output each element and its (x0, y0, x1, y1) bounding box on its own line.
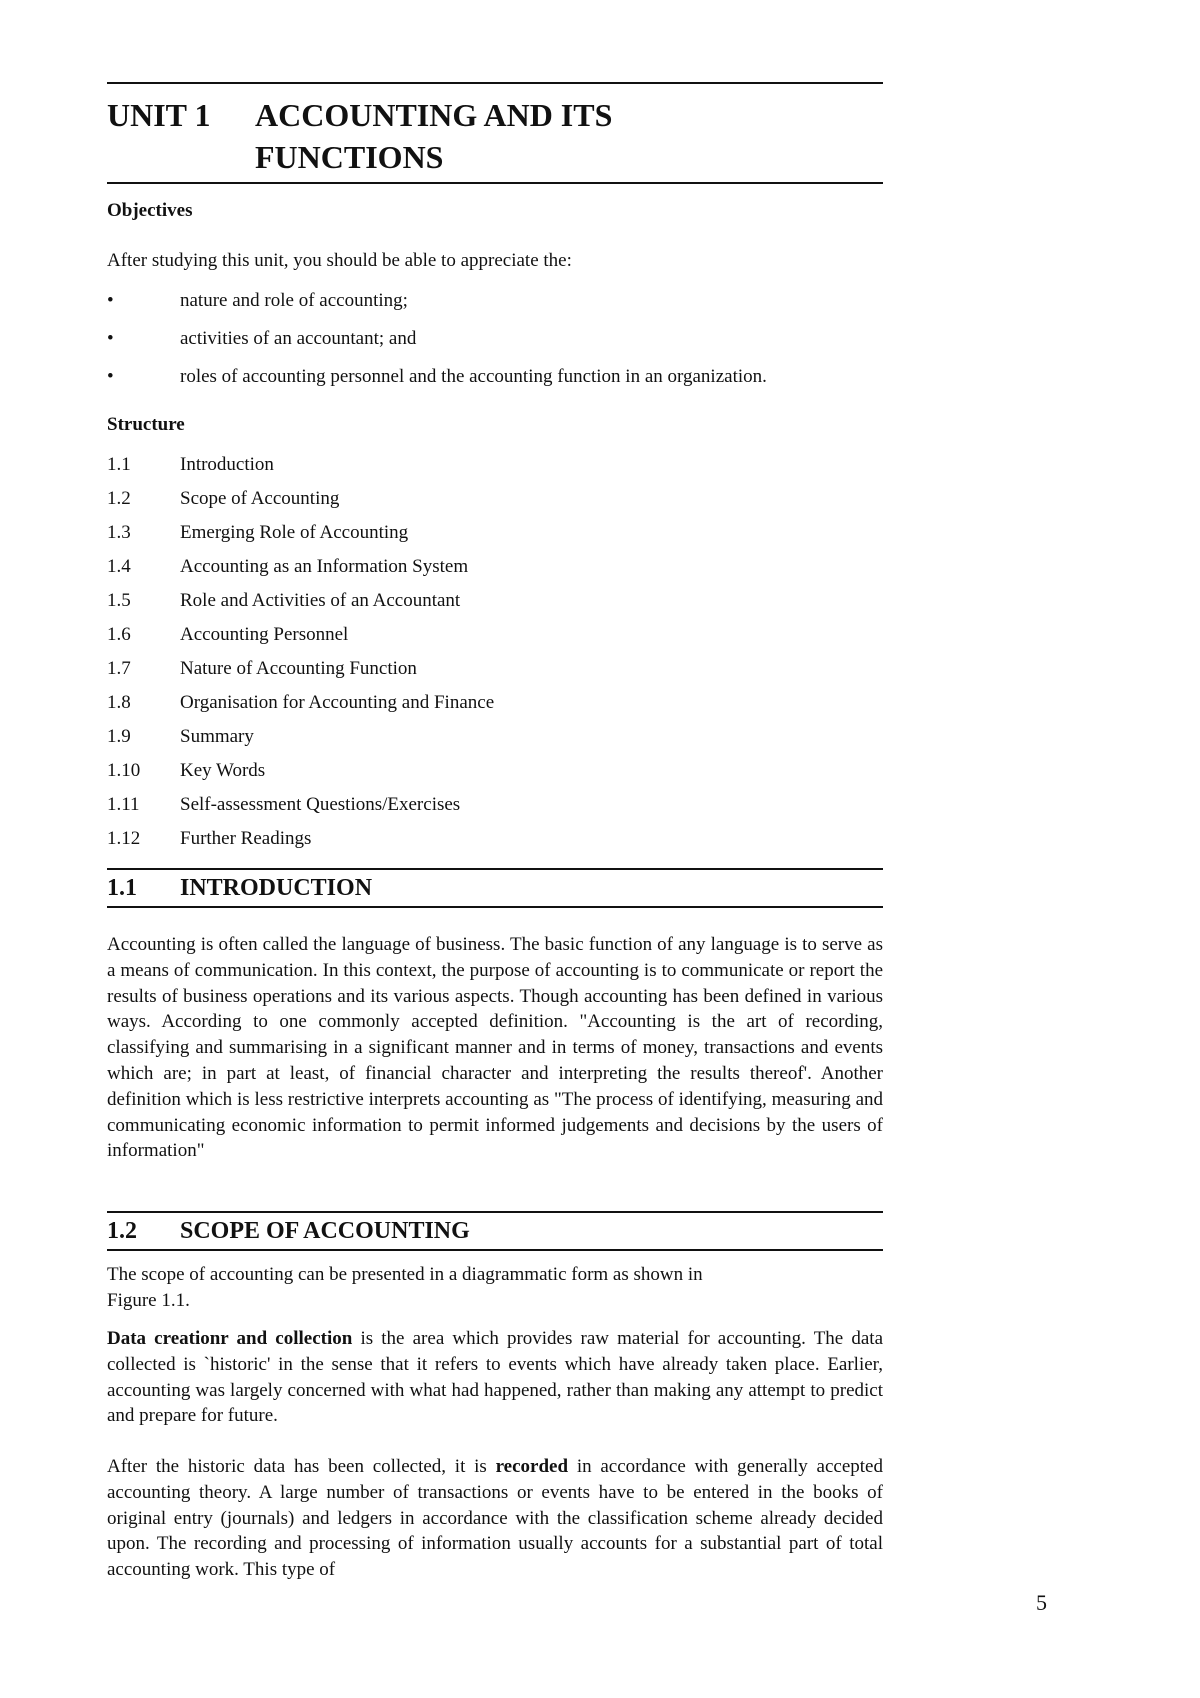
recorded-term: recorded (495, 1456, 569, 1477)
scope-intro-line-2: Figure 1.1. (107, 1289, 190, 1311)
objectives-heading: Objectives (107, 200, 193, 221)
section-title: INTRODUCTION (180, 874, 373, 901)
structure-item-title: Self-assessment Questions/Exercises (180, 794, 461, 815)
structure-item (107, 454, 883, 488)
structure-item-number: 1.12 (107, 828, 141, 849)
structure-item-number: 1.11 (107, 794, 140, 815)
data-creation-term: Data creationr and collection (107, 1328, 353, 1349)
objective-item (107, 290, 883, 328)
section-number: 1.1 (107, 874, 137, 901)
unit-title (255, 94, 715, 178)
structure-item (107, 522, 883, 556)
structure-item-title: Introduction (180, 454, 274, 475)
structure-item-number: 1.10 (107, 760, 141, 781)
objective-text: nature and role of accounting; (180, 290, 408, 311)
scope-intro-paragraph (107, 1262, 883, 1314)
recording-text-after: in accordance with generally accepted accounting theory. A large number of transactions or events have to be entered in the books of original entry (journals) and ledgers in accordance with the classification scheme already decided upon. The recording and processing of information usually accounts for a substantial part of total accounting work. This type of (107, 1456, 883, 1581)
structure-item-title: Nature of Accounting Function (180, 658, 417, 679)
objectives-list (107, 290, 883, 404)
structure-item-title: Accounting Personnel (180, 624, 349, 645)
structure-item-number: 1.4 (107, 556, 131, 577)
objective-item (107, 366, 883, 404)
structure-item-title: Organisation for Accounting and Finance (180, 692, 495, 713)
structure-item (107, 556, 883, 590)
section-heading-scope (107, 1211, 883, 1251)
structure-item (107, 726, 883, 760)
structure-item (107, 590, 883, 624)
structure-item-title: Key Words (180, 760, 266, 781)
bullet-icon: • (107, 290, 114, 311)
structure-item (107, 794, 883, 828)
objectives-intro: After studying this unit, you should be able to appreciate the: (107, 250, 572, 271)
structure-item-title: Role and Activities of an Accountant (180, 590, 461, 611)
recording-text-before: After the historic data has been collected, it is (107, 1456, 496, 1477)
structure-item-number: 1.1 (107, 454, 131, 475)
section-number: 1.2 (107, 1217, 137, 1244)
structure-item-number: 1.6 (107, 624, 131, 645)
structure-list (107, 454, 883, 862)
recording-paragraph (107, 1454, 883, 1583)
data-creation-paragraph (107, 1326, 883, 1429)
structure-item-title: Scope of Accounting (180, 488, 340, 509)
structure-item-number: 1.7 (107, 658, 131, 679)
structure-item-title: Emerging Role of Accounting (180, 522, 409, 543)
structure-item (107, 828, 883, 862)
structure-item (107, 760, 883, 794)
data-creation-text: is the area which provides raw material for accounting. The data collected is `historic' in the sense that it refers to events which have already taken place. Earlier, accounting was largely concerned with what had happened, rather than making any attempt to predict and prepare for future. (107, 1328, 884, 1427)
introduction-paragraph: Accounting is often called the language of business. The basic function of any language is to serve as a means of communication. In this context, the purpose of accounting is to communicate or report the results of business operations and its various aspects. Though accounting has been defined in various ways. According to one commonly accepted definition. "Accounting is the art of recording, classifying and summarising in a significant manner and in terms of money, transactions and events which are; in part at least, of financial character and interpreting the results thereof'. Another definition which is less restrictive interprets accounting as "The process of identifying, measuring and communicating economic information to permit informed judgements and decisions by the users of information" (107, 934, 883, 1162)
objective-text: roles of accounting personnel and the accounting function in an organization. (180, 366, 767, 387)
unit-title-line-1: ACCOUNTING AND ITS (255, 97, 613, 133)
structure-item (107, 692, 883, 726)
bullet-icon: • (107, 328, 114, 349)
structure-item-title: Further Readings (180, 828, 312, 849)
structure-item (107, 658, 883, 692)
structure-heading: Structure (107, 414, 185, 435)
structure-item-number: 1.9 (107, 726, 131, 747)
bullet-icon: • (107, 366, 114, 387)
structure-item (107, 488, 883, 522)
structure-item-number: 1.2 (107, 488, 131, 509)
section-heading-introduction (107, 868, 883, 908)
structure-item (107, 624, 883, 658)
objective-item (107, 328, 883, 366)
unit-number: UNIT 1 (107, 97, 211, 133)
section-title: SCOPE OF ACCOUNTING (180, 1217, 470, 1244)
structure-item-number: 1.3 (107, 522, 131, 543)
objective-text: activities of an accountant; and (180, 328, 417, 349)
structure-item-number: 1.8 (107, 692, 131, 713)
structure-item-title: Accounting as an Information System (180, 556, 469, 577)
structure-item-title: Summary (180, 726, 254, 747)
unit-title-line-2: FUNCTIONS (255, 139, 444, 175)
unit-header (107, 82, 883, 184)
page-number: 5 (1036, 1590, 1047, 1615)
scope-intro-line-1: The scope of accounting can be presented in a diagrammatic form as shown in (107, 1264, 703, 1285)
structure-item-number: 1.5 (107, 590, 131, 611)
